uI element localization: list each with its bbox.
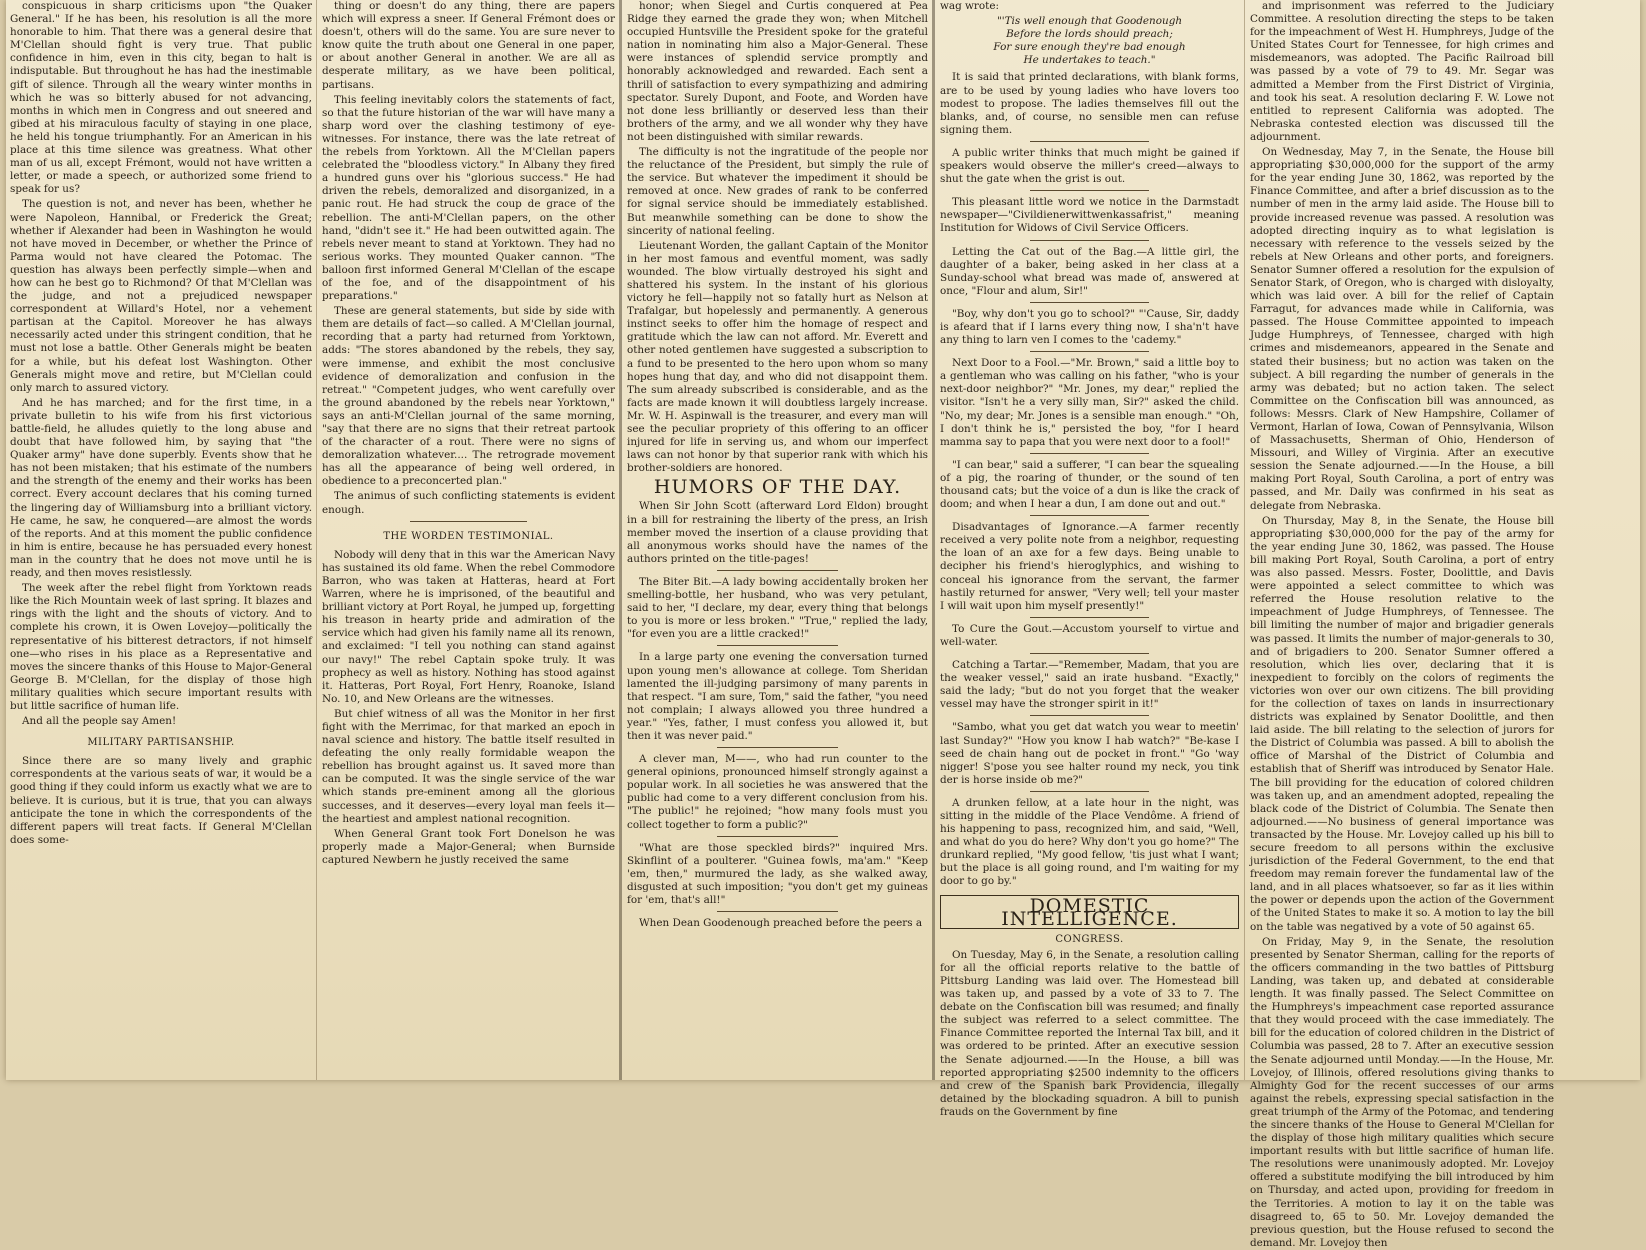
humors-of-the-day-heading: HUMORS OF THE DAY. [653, 476, 902, 499]
article-paragraph: The animus of such conflicting statements is evident enough. [322, 490, 615, 516]
item-rule [717, 836, 837, 837]
section-rule [410, 521, 527, 522]
article-paragraph: honor; when Siegel and Curtis conquered at Pea Ridge they earned the grade they won; when Mitchell occupied Huntsville the President spoke for the grateful nation in nominating him also a Major-General. These were instances of splendid service promptly and honorably acknowledged and rewarded. Each sent a thrill of satisfaction to every sympathizing and admiring spectator. Surely Dupont, and Foote, and Worden have not done less brilliantly or deserved less than their brothers of the army, and we all wonder why they have not been distinguished with similar rewards. [627, 0, 928, 143]
item-rule [717, 570, 837, 571]
item-rule [1030, 515, 1150, 516]
article-paragraph: When General Grant took Fort Donelson he was properly made a Major-General; when Burnside captured Newbern he justly received the same [322, 827, 615, 866]
article-paragraph: thing or doesn't do any thing, there are papers which will express a sneer. If General Frémont does or doesn't, others will do the same. You are sure never to know quite the truth about one General in one paper, or about another General in another. We are all as desperate military, as we have been political, partisans. [322, 0, 615, 91]
poem-line: For sure enough they're bad enough [993, 41, 1186, 54]
humor-item: The Biter Bit.—A lady bowing accidentally broken her smelling-bottle, her husband, who was very petulant, said to her, "I declare, my dear, every thing that belongs to you is more or less broken." "True," replied the lady, "for even you are a little cracked!" [627, 575, 928, 641]
congress-paragraph: On Wednesday, May 7, in the Senate, the House bill appropriating $30,000,000 for the support of the army for the year ending June 30, 1862, was reported by the Finance Committee, and after a brief discussion as to the number of men in the army laid aside. The House bill to provide increased revenue was passed. A resolution was adopted directing inquiry as to what legislation is necessary with reference to the vessels seized by the rebels at New Orleans and other ports, and foreigners. Senator Sumner offered a resolution for the expulsion of Senator Stark, of Oregon, who is charged with disloyalty, which was laid over. A bill for the relief of Captain Farragut, for advances made while in California, was passed. The House Committee appointed to impeach Judge Humphreys, of Tennessee, charged with high crimes and misdemeanors, appeared in the Senate and stated their business; but no action was taken on the subject. A bill regarding the number of generals in the army was debated; but no action taken. The select Committee on the Confiscation bill was announced, as follows: Messrs. Clark of New Hampshire, Collamer of Vermont, Harlan of Iowa, Cowan of Pennsylvania, Wilson of Massachusetts, Sherman of Ohio, Henderson of Missouri, and Willey of Virginia. After an executive session the Senate adjourned.——In the House, a bill making Port Royal, South Carolina, a port of entry was passed, and Mr. Daily was confirmed in his seat as delegate from Nebraska. [1250, 146, 1554, 512]
item-rule [1030, 351, 1150, 352]
newspaper-page [6, 0, 1640, 1249]
article-paragraph: Lieutenant Worden, the gallant Captain of the Monitor in her most famous and eventful moment, was sadly wounded. The blow virtually destroyed his sight and shattered his system. In the instant of his glorious victory he fell—happily not so fatally hurt as Nelson at Trafalgar, but hopelessly and permanently. A generous instinct seeks to offer him the homage of respect and gratitude which the law can not afford. Mr. Everett and other noted gentlemen have suggested a subscription to a fund to be presented to the hero upon whom so many hopes hung that day, and who did not disappoint them. The sum already subscribed is considerable, and as the facts are made known it will doubtless largely increase. Mr. W. H. Aspinwall is the treasurer, and every man will see the peculiar propriety of this offering to an officer injured for life in serving us, and whom our imperfect laws can not honor by that superior rank with which his brother-soldiers are honored. [627, 239, 928, 475]
item-rule [1030, 453, 1150, 454]
worden-testimonial-heading: THE WORDEN TESTIMONIAL. [383, 530, 554, 542]
wag-intro: wag wrote: [940, 0, 999, 12]
column-3 [627, 0, 928, 1080]
column-2-body [322, 0, 615, 517]
humor-item: This pleasant little word we notice in the Darmstadt newspaper—"Civildienerwittwenkassafrist," meaning Institution for Widows of Civil Service Officers. [940, 196, 1239, 235]
congress-paragraph: On Friday, May 9, in the Senate, the resolution presented by Senator Sherman, calling for the reports of the officers commanding in the two battles of Pittsburg Landing, was taken up, and debated at considerable length. It was finally passed. The Select Committee on the Humphreys's impeachment case reported assurance that they would proceed with the case immediately. The bill for the education of colored children in the District of Columbia was passed, 28 to 7. After an executive session the Senate adjourned until Monday.——In the House, Mr. Lovejoy, of Illinois, offered resolutions giving thanks to Almighty God for the recent successes of our arms against the rebels, expressing special satisfaction in the great triumph of the Army of the Potomac, and tendering the sincere thanks of the House to General M'Clellan for the display of those high military qualities which secure important results with but little sacrifice of human life. The resolutions were unanimously adopted. Mr. Lovejoy offered a substitute modifying the bill introduced by him on Thursday, and acted upon, providing for freedom in the Territories. A motion to lay it on the table was disagreed to, 65 to 50. Mr. Lovejoy demanded the previous question, but the House refused to second the demand. Mr. Lovejoy then [1250, 935, 1554, 1249]
item-rule [1030, 141, 1150, 142]
article-paragraph: Since there are so many lively and graphic correspondents at the various seats of war, it would be a good thing if they could inform us exactly what we are to believe. It is curious, but it is true, that you can always anticipate the tone in which the correspondents of the different papers will treat facts. If General M'Clellan does some- [10, 755, 312, 846]
article-paragraph: These are general statements, but side by side with them are details of fact—so called. A M'Clellan journal, recording that a party had returned from Yorktown, adds: "The stores abandoned by the rebels, they say, were immense, and exhibit the most conclusive evidence of demoralization and confusion in the retreat." "Competent judges, who went carefully over the ground abandoned by the rebels near Yorktown," says an anti-M'Clellan journal of the same morning, "say that there are no signs that their retreat partook of the character of a rout. There were no signs of demoralization whatever.... The retrograde movement has all the appearance of being well ordered, in obedience to a preconcerted plan." [322, 305, 615, 488]
humor-item: A public writer thinks that much might be gained if speakers would observe the miller's creed—always to shut the gate when the grist is out. [940, 146, 1239, 186]
column-rule [1244, 0, 1245, 1080]
article-paragraph: The week after the rebel flight from Yorktown reads like the Rich Mountain week of last spring. It blazes and rings with the light and the shouts of victory. And to complete his crown, it is Owen Lovejoy—politically the representative of his bitterest detractors, if not himself one—who rises in his place as a Representative and moves the sincere thanks of this House to Major-General George B. M'Clellan, for the display of those high military qualities which secure important results with but little sacrifice of human life. [10, 582, 312, 712]
item-rule [1030, 302, 1150, 303]
column-rule [316, 0, 317, 1080]
humor-item: It is said that printed declarations, with blank forms, are to be used by young ladies who have lovers too modest to propose. The ladies themselves fill out the blanks, and, of course, no sensible men can refuse signing them. [940, 71, 1239, 136]
column-rule [619, 0, 622, 1080]
humor-item: Next Door to a Fool.—"Mr. Brown," said a little boy to a gentleman who was calling on his father, "who is your next-door neighbor?" "Mr. Jones, my dear," replied the visitor. "Isn't he a very silly man, Sir?" asked the child. "No, my dear; Mr. Jones is a sensible man enough." "Oh, I don't think he is," persisted the boy, "for I heard mamma say to papa that you were next door to a fool!" [940, 357, 1239, 448]
article-paragraph: And all the people say Amen! [22, 715, 177, 728]
poem-line: He undertakes to teach." [1023, 54, 1156, 67]
item-rule [717, 911, 837, 912]
poem-line: Before the lords should preach; [1006, 28, 1173, 41]
humors-body [627, 500, 928, 930]
humor-item: "Sambo, what you get dat watch you wear to meetin' last Sunday?" "How you know I hab watch?" "Be-kase I seed de chain hang out de pocket in front." "Go 'way nigger! S'pose you see halter round my neck, you tink der is horse inside ob me?" [940, 721, 1239, 786]
column-1-body [10, 0, 312, 728]
humor-item: "What are those speckled birds?" inquired Mrs. Skinflint of a poulterer. "Guinea fowls, ma'am." "Keep 'em, then," murmured the lady, as she walked away, disgusted at such imposition; "you don't get my guineas for 'em, that's all!" [627, 841, 928, 906]
item-rule [1030, 715, 1150, 716]
item-rule [1030, 240, 1150, 241]
item-rule [1030, 653, 1150, 654]
humor-item: "I can bear," said a sufferer, "I can bear the squealing of a pig, the roaring of thunder, or the sound of ten thousand cats; but the voice of a dun is like the crack of doom; and when I hear a dun, I am done out and out." [940, 458, 1239, 511]
congress-paragraph: On Tuesday, May 6, in the Senate, a resolution calling for all the official reports relative to the battle of Pittsburg Landing was laid over. The Homestead bill was taken up, and passed by a vote of 33 to 7. The debate on the Confiscation bill was resumed; and finally the subject was referred to a select committee. The Finance Committee reported the Internal Tax bill, and it was ordered to be printed. After an executive session the Senate adjourned.——In the House, a bill was reported appropriating $2500 indemnity to the officers and crew of the Spanish bark Providencia, illegally detained by the blockading squadron. A bill to punish frauds on the Government by fine [940, 948, 1239, 1118]
humor-item: "Boy, why don't you go to school?" "'Cause, Sir, daddy is afeard that if I larns every thing now, I sha'n't have any thing to larn ven I comes to the 'cademy." [940, 307, 1239, 347]
article-paragraph: And he has marched; and for the first time, in a private bulletin to his wife from his first victorious battle-field, he alludes quietly to the long abuse and doubt that have followed him, by saying that "the Quaker army" have done superbly. Events show that he has not been mistaken; that his estimate of the numbers and the strength of the enemy and their works has been correct. Every account declares that his coming turned the lingering day of Williamsburg into a brilliant victory. He came, he saw, he conquered—are almost the words of the reports. And at this moment the public confidence in him is entire, because he has persuaded every honest man in the country that he does not move until he is ready, and then moves resistlessly. [10, 396, 312, 580]
humor-item: When Sir John Scott (afterward Lord Eldon) brought in a bill for restraining the liberty of the press, an Irish member moved the insertion of a clause providing that all anonymous works should have the names of the authors printed on the title-pages! [627, 500, 928, 565]
column-2-body-2 [322, 549, 615, 867]
column-3-body [627, 0, 928, 475]
item-rule [1030, 791, 1150, 792]
congress-heading: CONGRESS. [1055, 933, 1124, 945]
item-rule [1030, 617, 1150, 618]
column-5-body [1250, 0, 1554, 1250]
humor-item: Disadvantages of Ignorance.—A farmer recently received a very polite note from a neighbor, requesting the loan of an axe for a few days. Being unable to decipher his friend's hieroglyphics, and wishing to conceal his ignorance from the servant, the farmer hastily returned for answer, "Very well; tell your master I will wait upon him myself presently!" [940, 521, 1239, 612]
article-paragraph: The difficulty is not the ingratitude of the people nor the reluctance of the President, but simply the rule of the service. But whatever the impediment it should be removed at once. New grades of rank to be conferred for signal service should be immediately established. But meanwhile something can be done to show the sincerity of national feeling. [627, 146, 928, 237]
column-rule [932, 0, 935, 1080]
domestic-intelligence-heading: DOMESTIC INTELLIGENCE. [1001, 894, 1178, 930]
column-4-body-2 [940, 949, 1239, 1119]
column-1-body-2 [10, 755, 312, 847]
congress-paragraph: On Thursday, May 8, in the Senate, the House bill appropriating $30,000,000 for the pay of the army for the year ending June 30, 1862, was passed. The House bill making Port Royal, South Carolina, a port of entry was also passed. Messrs. Foster, Doolittle, and Davis were appointed a select committee to which was referred the House resolution relative to the impeachment of Judge Humphreys, of Tennessee. The bill limiting the number of major and brigadier generals was passed. It limits the number of major-generals to 30, and of brigadiers to 200. Senator Sumner offered a resolution, which lies over, declaring that it is inexpedient to forcibly on the colors of regiments the victories won over our own citizens. The bill providing for the collection of taxes on lands in insurrectionary districts was explained by Senator Doolittle, and then laid aside. The bill relating to the selection of jurors for the District of Columbia was passed. A bill to abolish the office of Marshal of the District of Columbia and establish that of Sheriff was introduced by Senator Hale. The bill providing for the education of colored children was taken up, and an amendment adopted, repealing the black code of the District of Columbia. The Senate then adjourned.——No business of general importance was transacted by the House. Mr. Lovejoy called up his bill to secure freedom to all persons within the exclusive jurisdiction of the Federal Government, to the end that freedom may remain forever the fundamental law of the land, and in all places whatsoever, so far as it lies within the power or depends upon the action of the Government of the United States to make it so. A motion to lay the bill on the table was negatived by a vote of 50 against 65. [1250, 514, 1554, 933]
goodenough-poem [940, 15, 1239, 67]
poem-line: "'Tis well enough that Goodenough [996, 15, 1183, 28]
article-paragraph: But chief witness of all was the Monitor in her first fight with the Merrimac, for that marked an epoch in naval science and history. The battle itself resulted in defeating the only really formidable weapon the rebellion has brought against us. It saved more than can be computed. It was the single service of the war which stands pre-eminent among all the glorious successes, and it deserves—every loyal man feels it—the heartiest and amplest national recognition. [322, 707, 615, 825]
humor-item: When Dean Goodenough preached before the peers a [639, 917, 923, 930]
humor-item: Catching a Tartar.—"Remember, Madam, that you are the weaker vessel," said an irate husband. "Exactly," said the lady; "but do not you forget that the weaker vessel may have the stronger spirit in it!" [940, 659, 1239, 711]
column-4-body [940, 71, 1239, 888]
column-1 [10, 0, 312, 1080]
congress-paragraph: and imprisonment was referred to the Judiciary Committee. A resolution directing the steps to be taken for the impeachment of West H. Humphreys, Judge of the United States Court for Tennessee, for high crimes and misdemeanors, was adopted. The Pacific Railroad bill was passed by a vote of 79 to 49. Mr. Segar was admitted a Member from the First District of Virginia, and took his seat. A resolution declaring F. W. Lowe not entitled to represent California was adopted. The Nebraska contested election was discussed till the adjournment. [1250, 0, 1554, 143]
article-paragraph: The question is not, and never has been, whether he were Napoleon, Hannibal, or Frederick the Great; whether if Alexander had been in Washington he would not have moved in December, or whether the Prince of Parma would not have cleared the Potomac. The question has always been perfectly simple—when and how can he best go to Richmond? Of that M'Clellan was the judge, and not a prejudiced newspaper correspondent at Willard's Hotel, nor a vehement partisan at the Capitol. Moreover he has always necessarily acted under this stringent condition, that he must not lose a battle. Other Generals might be beaten for a while, but his defeat lost Washington. Other Generals might move and retire, but M'Clellan could only march to assured victory. [10, 198, 312, 394]
column-2 [322, 0, 615, 1080]
article-paragraph: Nobody will deny that in this war the American Navy has sustained its old fame. When the rebel Commodore Barron, who was taken at Hatteras, heard at Fort Warren, where he is imprisoned, of the beautiful and brilliant victory at Port Royal, he jumped up, forgetting his treason in hearty pride and admiration of the service which had given his family name all its renown, and exclaimed: "I tell you nothing can stand against our navy!" The rebel Captain spoke truly. It was prophecy as well as history. Nothing has stood against it. Hatteras, Port Royal, Fort Henry, Roanoke, Island No. 10, and New Orleans are the witnesses. [322, 548, 615, 705]
column-4 [940, 0, 1239, 1118]
item-rule [1030, 190, 1150, 191]
column-5 [1250, 0, 1554, 1249]
humor-item: To Cure the Gout.—Accustom yourself to virtue and well-water. [940, 622, 1239, 648]
domestic-intelligence-box [940, 895, 1239, 929]
humor-item: A drunken fellow, at a late hour in the night, was sitting in the middle of the Place Vendôme. A friend of his happening to pass, recognized him, and said, "Well, and what do you do here? Why don't you go home?" The drunkard replied, "My good fellow, 'tis just what I want; but the place is all going round, and I'm waiting for my door to go by." [940, 796, 1239, 888]
humor-item: A clever man, M——, who had run counter to the general opinions, pronounced himself strongly against a popular work. In all societies he was answered that the public had come to a very different conclusion from his. "The public!" he rejoined; "how many fools must you collect together to form a public?" [627, 753, 928, 831]
item-rule [717, 645, 837, 646]
article-paragraph: This feeling inevitably colors the statements of fact, so that the future historian of the war will have many a sharp word over the clashing testimony of eye-witnesses. For instance, there was the late retreat of the rebels from Yorktown. All the M'Clellan papers celebrated the "bloodless victory." In Albany they fired a hundred guns over his "glorious success." He had driven the rebels, demoralized and disorganized, in a panic rout. He had struck the coup de grace of the rebellion. The anti-M'Clellan papers, on the other hand, "didn't see it." He had been outwitted again. The rebels never meant to stand at Yorktown. They had no serious works. They mounted Quaker cannon. "The balloon first informed General M'Clellan of the escape of the foe, and of the disappointment of his preparations." [322, 93, 615, 303]
humor-item: In a large party one evening the conversation turned upon young men's allowance at college. Tom Sheridan lamented the ill-judging parsimony of many parents in that respect. "I am sure, Tom," said the father, "you need not complain; I always allowed you three hundred a year." "Yes, father, I must confess you allowed it, but then it was never paid." [627, 651, 928, 742]
item-rule [717, 747, 837, 748]
article-paragraph: conspicuous in sharp criticisms upon "the Quaker General." If he has been, his resolution is all the more honorable to him. That there was a general desire that M'Clellan should fight is very true. That public confidence in him, even in this city, began to halt is indisputable. But throughout he has had the inestimable gift of silence. Through all the weary winter months in which he was so bitterly abused for not advancing, months in which men in Congress and out sneered and gibed at his miraculous faculty of staying in one place, he held his tongue triumphantly. For an American in his place at this time silence was greatness. What other man of us all, except Frémont, would not have written a letter, or made a speech, or authorized some friend to speak for us? [10, 0, 312, 196]
humor-item: Letting the Cat out of the Bag.—A little girl, the daughter of a baker, being asked in her class at a Sunday-school what bread was made of, answered at once, "Flour and alum, Sir!" [940, 245, 1239, 297]
military-partisanship-heading: MILITARY PARTISANSHIP. [87, 737, 235, 749]
